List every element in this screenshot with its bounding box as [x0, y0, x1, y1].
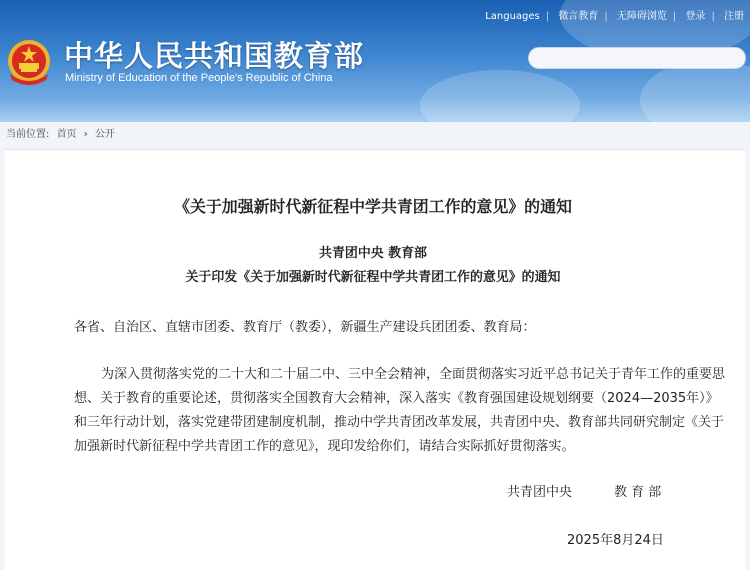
- languages-link[interactable]: Languages: [485, 11, 540, 22]
- body-line: 加强新时代新征程中学共青团工作的意见》，现印发给你们，请结合实际抓好贯彻落实。: [74, 439, 575, 454]
- breadcrumb-separator: ›: [83, 129, 88, 140]
- body-line: 为深入贯彻落实党的二十大和二十届二中、三中全会精神，全面贯彻落实习近平总书记关于青年工作的重要思: [101, 367, 726, 382]
- header-decoration: [640, 60, 750, 122]
- breadcrumb: [0, 122, 750, 148]
- site-header: [0, 0, 750, 122]
- body-line: 想、关于教育的重要论述，贯彻落实全国教育大会精神，深入落实《教育强国建设规划纲要（2024—2035年）》: [74, 391, 719, 406]
- article-card: [5, 149, 745, 570]
- top-links: Languages | 微言教育 | 无障碍浏览 | 登录 | 注册: [485, 11, 744, 22]
- signature-cyl: 共青团中央: [507, 485, 573, 500]
- article-title: 《关于加强新时代新征程中学共青团工作的意见》的通知: [174, 197, 572, 216]
- signature-moe: 教 育 部: [614, 485, 662, 500]
- article-issuer: 共青团中央 教育部: [319, 246, 427, 261]
- national-emblem-icon: [6, 34, 52, 88]
- body-line: 和三年行动计划，落实党建带团建制度机制，推动中学共青团改革发展，共青团中央、教育部共同研究制定《关于: [74, 415, 725, 430]
- article-addressee: 各省、自治区、直辖市团委、教育厅（教委），新疆生产建设兵团团委、教育局：: [74, 320, 536, 335]
- accessibility-link[interactable]: 无障碍浏览: [616, 11, 667, 22]
- site-title[interactable]: 中华人民共和国教育部: [64, 39, 365, 73]
- article-subtitle: 关于印发《关于加强新时代新征程中学共青团工作的意见》的通知: [185, 270, 561, 285]
- search-input[interactable]: [528, 47, 746, 69]
- breadcrumb-home[interactable]: 首页: [56, 129, 77, 140]
- login-link[interactable]: 登录: [685, 11, 706, 22]
- weiyan-link[interactable]: 微言教育: [558, 11, 599, 22]
- article-date: 2025年8月24日: [567, 533, 664, 548]
- header-decoration: [420, 70, 580, 122]
- register-link[interactable]: 注册: [724, 11, 744, 22]
- breadcrumb-label: 当前位置:: [6, 129, 50, 140]
- breadcrumb-public[interactable]: 公开: [94, 129, 115, 140]
- site-subtitle: Ministry of Education of the People's Republic of China: [65, 72, 333, 84]
